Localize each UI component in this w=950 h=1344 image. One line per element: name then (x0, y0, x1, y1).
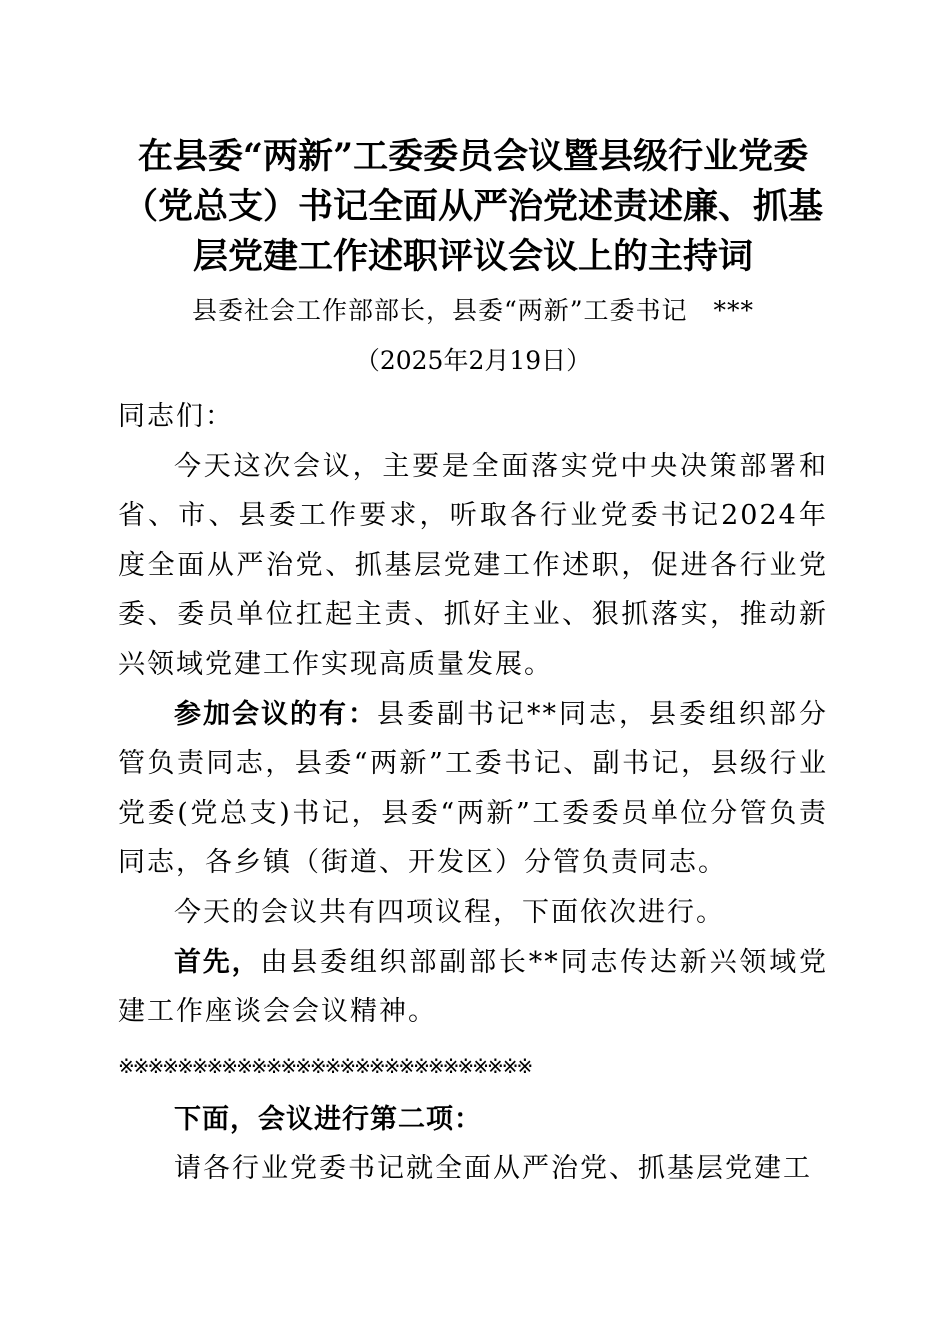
author-line: 县委社会工作部部长，县委“两新”工委书记 *** (191, 296, 755, 325)
date-line: （2025年2月19日） (354, 346, 592, 375)
attendees-lead: 参加会议的有： (174, 698, 377, 730)
attendees-text: 县委副书记**同志，县委组织部分管负责同志，县委“两新”工委书记、副书记，县级行业党委(党总支)书记，县委“两新”工委委员单位分管负责同志，各乡镇（街道、开发区）分管负责同志。 (118, 698, 828, 879)
first-item-lead: 首先， (174, 946, 261, 978)
first-item-text: 由县委组织部副部长**同志传达新兴领域党建工作座谈会会议精神。 (118, 946, 829, 1028)
paragraph-first-item (118, 938, 828, 1037)
paragraph-second-item-text: 请各行业党委书记就全面从严治党、抓基层党建工 (174, 1153, 812, 1185)
paragraph-intro: 今天这次会议，主要是全面落实党中央决策部署和省、市、县委工作要求，听取各行业党委书记2024年度全面从严治党、抓基层党建工作述职，促进各行业党委、委员单位扛起主责、抓好主业、狠抓落实，推动新兴领域党建工作实现高质量发展。 (118, 450, 828, 680)
document-body (118, 392, 828, 1194)
separator-line: ※※※※※※※※※※※※※※※※※※※※※※※※※※※※ (118, 1053, 532, 1078)
paragraph-second-item: 下面，会议进行第二项： (174, 1103, 482, 1135)
paragraph-agenda: 今天的会议共有四项议程，下面依次进行。 (174, 896, 725, 928)
document-title: 在县委“两新”工委委员会议暨县级行业党委（党总支）书记全面从严治党述责述廉、抓基层党建工作述职评议会议上的主持词 (122, 136, 823, 277)
salutation: 同志们： (118, 401, 234, 432)
paragraph-attendees (118, 690, 828, 888)
